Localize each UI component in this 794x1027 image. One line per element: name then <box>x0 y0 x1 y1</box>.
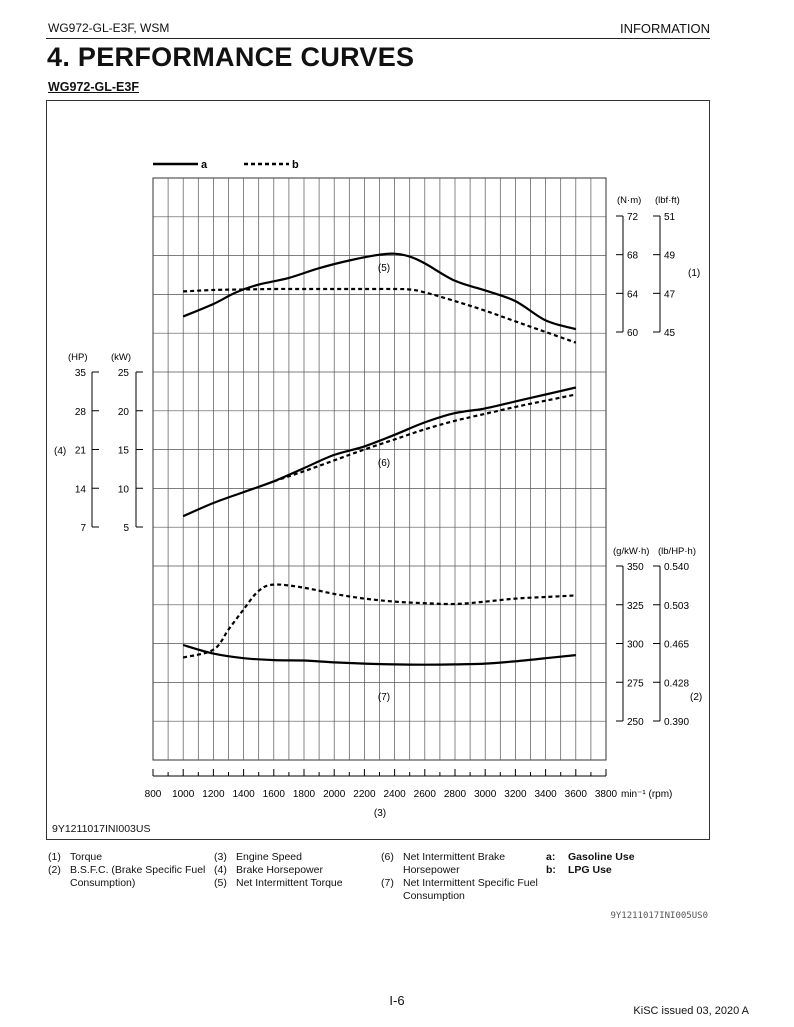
torque-lbf-tick-label: 47 <box>664 289 676 301</box>
x-tick-label: 2000 <box>323 789 346 800</box>
bsfc-lb-tick-label: 0.503 <box>664 600 690 612</box>
torque-nm-tick-label: 64 <box>627 289 639 301</box>
x-tick-label: 1200 <box>202 789 225 800</box>
legend-col-3 <box>381 851 538 903</box>
bsfc-axis-number: (2) <box>690 692 703 703</box>
x-tick-label: 3800 <box>594 789 618 800</box>
legend-label-b: b <box>292 159 299 171</box>
legend-item-continued: Consumption <box>403 890 465 902</box>
x-tick-label: 1000 <box>172 789 195 800</box>
legend-col-1 <box>48 851 205 890</box>
torque-curve-label: (5) <box>377 263 391 274</box>
torque-nm-unit: (N·m) <box>617 195 642 206</box>
legend-item: (3) Engine Speed <box>214 851 302 863</box>
x-axis-number: (3) <box>373 808 387 819</box>
torque-lbf-tick-label: 49 <box>664 250 676 262</box>
legend-col-4 <box>546 851 635 877</box>
hp-curve-label: (6) <box>377 458 391 469</box>
kw-tick-label: 15 <box>117 445 129 457</box>
x-tick-label: 3400 <box>534 789 557 800</box>
bsfc-lb-tick-label: 0.465 <box>664 639 690 651</box>
hp-tick-label: 35 <box>74 368 86 379</box>
bsfc-curve-label: (7) <box>377 692 391 703</box>
hp-axis-number: (4) <box>54 446 67 457</box>
bsfc-lb-tick-label: 0.390 <box>664 717 690 728</box>
bsfc-lb-tick-label: 0.428 <box>664 678 690 690</box>
bsfc-lb-tick-label: 0.540 <box>664 562 690 573</box>
x-tick-label: 2800 <box>443 789 467 800</box>
x-tick-label: 3000 <box>474 789 497 800</box>
torque-lbf-tick-label: 45 <box>664 328 676 339</box>
issued-note: KiSC issued 03, 2020 A <box>633 1005 749 1017</box>
series-key-a: a: Gasoline Use <box>546 851 635 863</box>
bsfc-g-tick-label: 250 <box>627 717 644 728</box>
legend-item-continued: Horsepower <box>403 864 460 876</box>
legend-item-continued: Consumption) <box>70 877 136 889</box>
kw-unit: (kW) <box>111 352 132 363</box>
header-model: WG972-GL-E3F, WSM <box>48 21 170 35</box>
torque-lbf-tick-label: 51 <box>664 212 676 223</box>
x-tick-label: 1600 <box>262 789 285 800</box>
bsfc-g-tick-label: 275 <box>627 678 644 690</box>
x-tick-label: 2600 <box>413 789 436 800</box>
bsfc-lb-unit: (lb/HP·h) <box>658 546 697 557</box>
legend-label-a: a <box>201 159 208 171</box>
hp-unit: (HP) <box>68 352 88 363</box>
x-tick-label: 800 <box>144 789 162 800</box>
bsfc-g-tick-label: 325 <box>627 600 644 612</box>
x-tick-label: 2400 <box>383 789 406 800</box>
x-tick-label: 3200 <box>504 789 527 800</box>
hp-tick-label: 14 <box>74 484 86 496</box>
legend-item: (5) Net Intermittent Torque <box>214 877 343 889</box>
torque-axis-number: (1) <box>688 268 701 279</box>
x-tick-label: 1800 <box>292 789 316 800</box>
torque-nm-tick-label: 72 <box>627 212 639 223</box>
series-key-b: b: LPG Use <box>546 864 612 876</box>
header-divider <box>46 38 710 39</box>
kw-tick-label: 5 <box>123 523 129 534</box>
performance-chart <box>46 100 710 840</box>
torque-lbf-unit: (lbf·ft) <box>655 195 680 206</box>
kw-tick-label: 25 <box>117 368 129 379</box>
legend-item: (6) Net Intermittent Brake <box>381 851 506 863</box>
reference-code-2: 9Y1211017INI005US0 <box>610 911 708 921</box>
x-tick-label: 2200 <box>353 789 376 800</box>
torque-nm-tick-label: 60 <box>627 328 639 339</box>
legend-item: (7) Net Intermittent Specific Fuel <box>381 877 538 889</box>
bsfc-g-tick-label: 350 <box>627 562 644 573</box>
hp-tick-label: 7 <box>80 523 86 534</box>
page-number: I-6 <box>389 993 405 1008</box>
legend-item: (4) Brake Horsepower <box>214 864 323 876</box>
legend-item: (2) B.S.F.C. (Brake Specific Fuel <box>48 864 206 876</box>
kw-tick-label: 10 <box>117 484 129 496</box>
legend-item: (1) Torque <box>48 851 103 863</box>
x-tick-label: 1400 <box>232 789 255 800</box>
header-section: INFORMATION <box>619 21 710 36</box>
reference-code: 9Y1211017INI003US <box>52 823 151 835</box>
page-subtitle: WG972-GL-E3F <box>48 80 139 94</box>
kw-tick-label: 20 <box>117 406 129 418</box>
bsfc-g-tick-label: 300 <box>627 639 644 651</box>
x-tick-label: 3600 <box>564 789 587 800</box>
x-axis-unit: min⁻¹ (rpm) <box>621 789 673 800</box>
legend-col-2 <box>214 851 343 890</box>
hp-tick-label: 21 <box>74 445 86 457</box>
torque-nm-tick-label: 68 <box>627 250 639 262</box>
page-title: 4. PERFORMANCE CURVES <box>47 42 415 72</box>
bsfc-g-unit: (g/kW·h) <box>613 546 650 557</box>
hp-tick-label: 28 <box>74 406 86 418</box>
